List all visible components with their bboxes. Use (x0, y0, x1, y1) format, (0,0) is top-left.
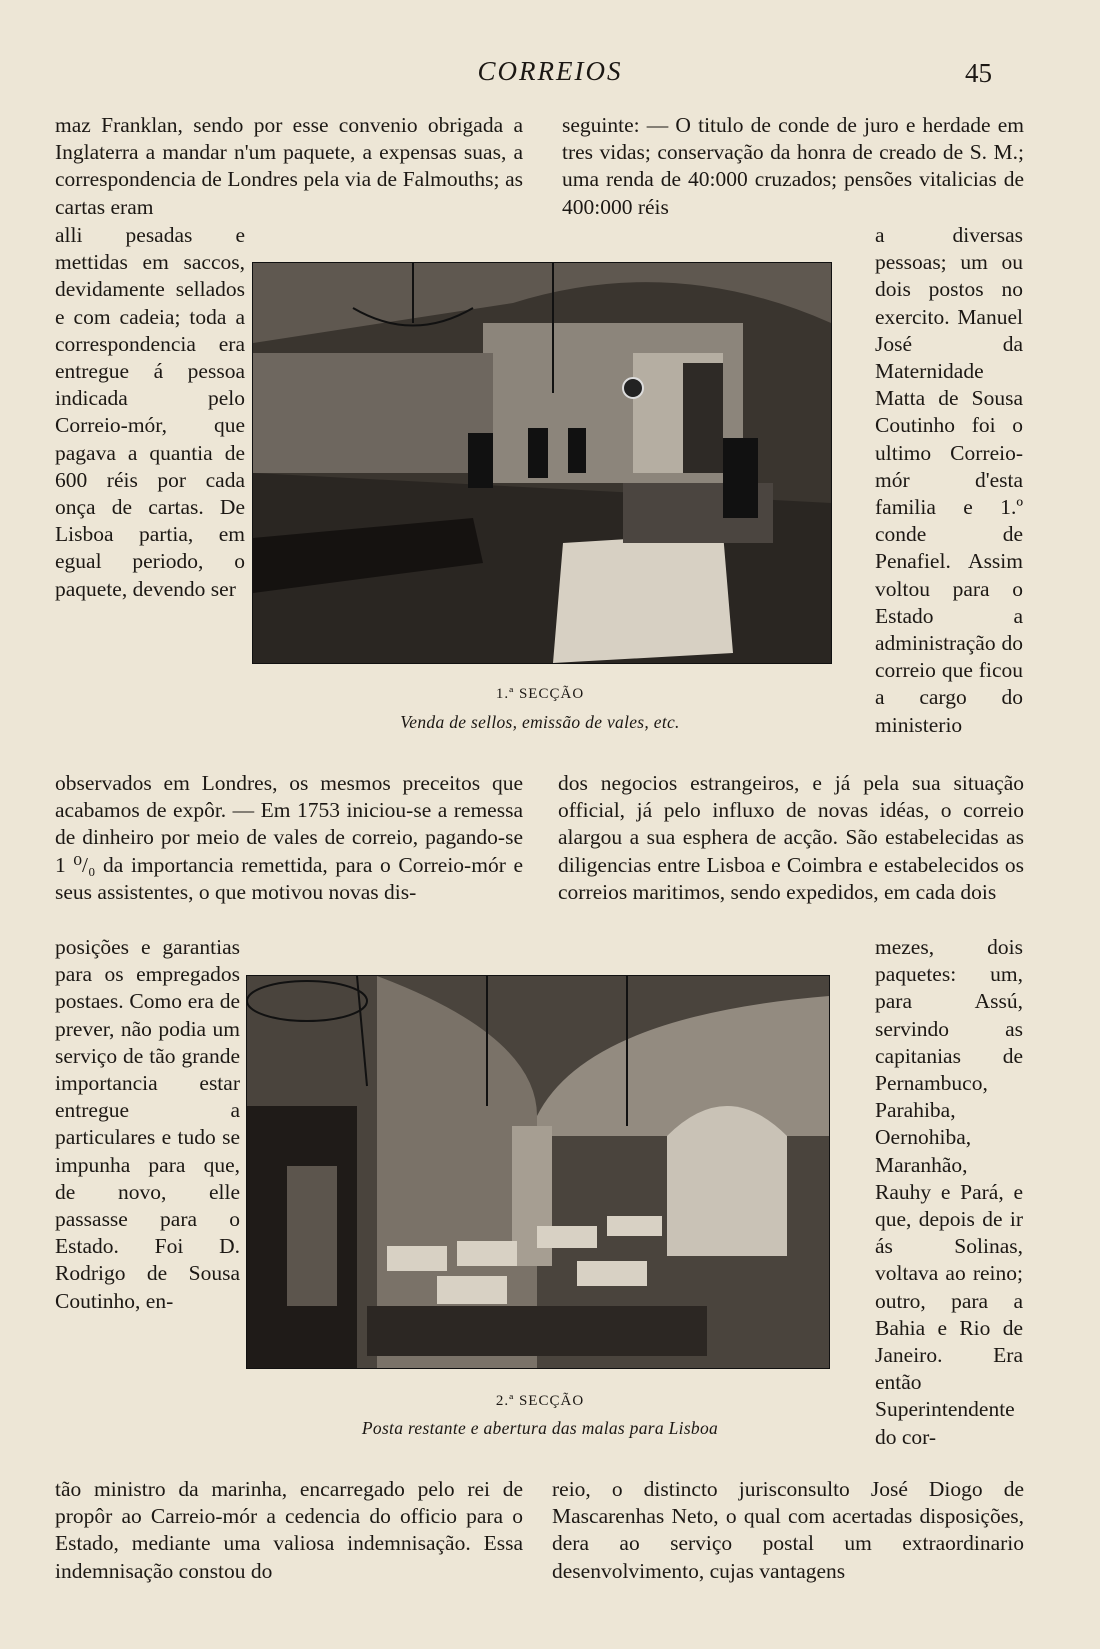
running-title: CORREIOS (477, 56, 623, 86)
right-narrow-paragraph-2: mezes, dois paquetes: um, para Assú, servindo as capitanias de Pernambuco, Parahiba, Oernohiba, Maranhão, Rauhy e Pará, e que, depois de ir ás Solinas, voltava ao reino; outro, para a Bahia e Rio de Janeiro. Era então Superintendente do cor- (875, 935, 1023, 1449)
left-narrow-paragraph-2: posições e garantias para os empregados postaes. Como era de prever, não podia um serviço de tão grande importancia estar entregue a particulares e tudo se impunha para que, de novo, elle passasse para o Estado. Foi D. Rodrigo de Sousa Coutinho, en- (55, 935, 240, 1313)
right-paragraph-bottom: reio, o distincto jurisconsulto José Diogo de Mascarenhas Neto, o qual com acertadas disposições, dera ao serviço postal um extraordinario desenvolvimento, cujas vantagens (552, 1477, 1024, 1583)
left-paragraph-mid: observados em Londres, os mesmos preceitos que acabamos de expôr. — Em 1753 iniciou-se a remessa de dinheiro por meio de vales de correio, pagando-se 1 ⁰/₀ da importancia remettida, para o Correio-mór e seus assistentes, o que motivou novas dis- (55, 771, 523, 904)
figure-2-label: 2.ª SECÇÃO (495, 1393, 585, 1409)
right-paragraph-top: seguinte: — O titulo de conde de juro e herdade em tres vidas; conservação da honra de creado de S. M.; uma renda de 40:000 cruzados; pensões vitalicias de 400:000 réis (562, 113, 1024, 219)
photo-first-section (252, 262, 832, 664)
left-narrow-paragraph-1: alli pesadas e mettidas em saccos, devidamente sellados e com cadeia; toda a correspondencia era entregue á pessoa indicada pelo Correio-mór, que pagava a quantia de 600 réis por cada onça de cartas. De Lisboa partia, em egual periodo, o paquete, devendo ser (55, 223, 245, 601)
right-paragraph-mid: dos negocios estrangeiros, e já pela sua situação official, já pelo influxo de novas idéas, o correio alargou a sua esphera de acção. São estabelecidas as diligencias entre Lisboa e Coimbra e estabelecidos os correios maritimos, sendo expedidos, em cada dois (558, 771, 1024, 904)
figure-1-caption: Venda de sellos, emissão de vales, etc. (400, 712, 680, 732)
figure-1-label: 1.ª SECÇÃO (495, 686, 585, 702)
figure-2-caption: Posta restante e abertura das malas para Lisboa (361, 1418, 719, 1438)
photo-second-section (246, 975, 830, 1369)
right-narrow-paragraph-1: a diversas pessoas; um ou dois postos no exercito. Manuel José da Maternidade Matta de Sousa Coutinho foi o ultimo Correio-mór d'esta familia e 1.º conde de Penafiel. Assim voltou para o Estado a administração do correio que ficou a cargo do ministerio (875, 223, 1023, 737)
page-number: 45 (965, 58, 992, 88)
left-paragraph-bottom: tão ministro da marinha, encarregado pelo rei de propôr ao Carreio-mór a cedencia do officio para o Estado, mediante uma valiosa indemnisação. Essa indemnisação constou do (55, 1477, 523, 1583)
left-paragraph-top: maz Franklan, sendo por esse convenio obrigada a Inglaterra a mandar n'um paquete, a expensas suas, a correspondencia de Londres pela via de Falmouths; as cartas eram (55, 113, 523, 219)
